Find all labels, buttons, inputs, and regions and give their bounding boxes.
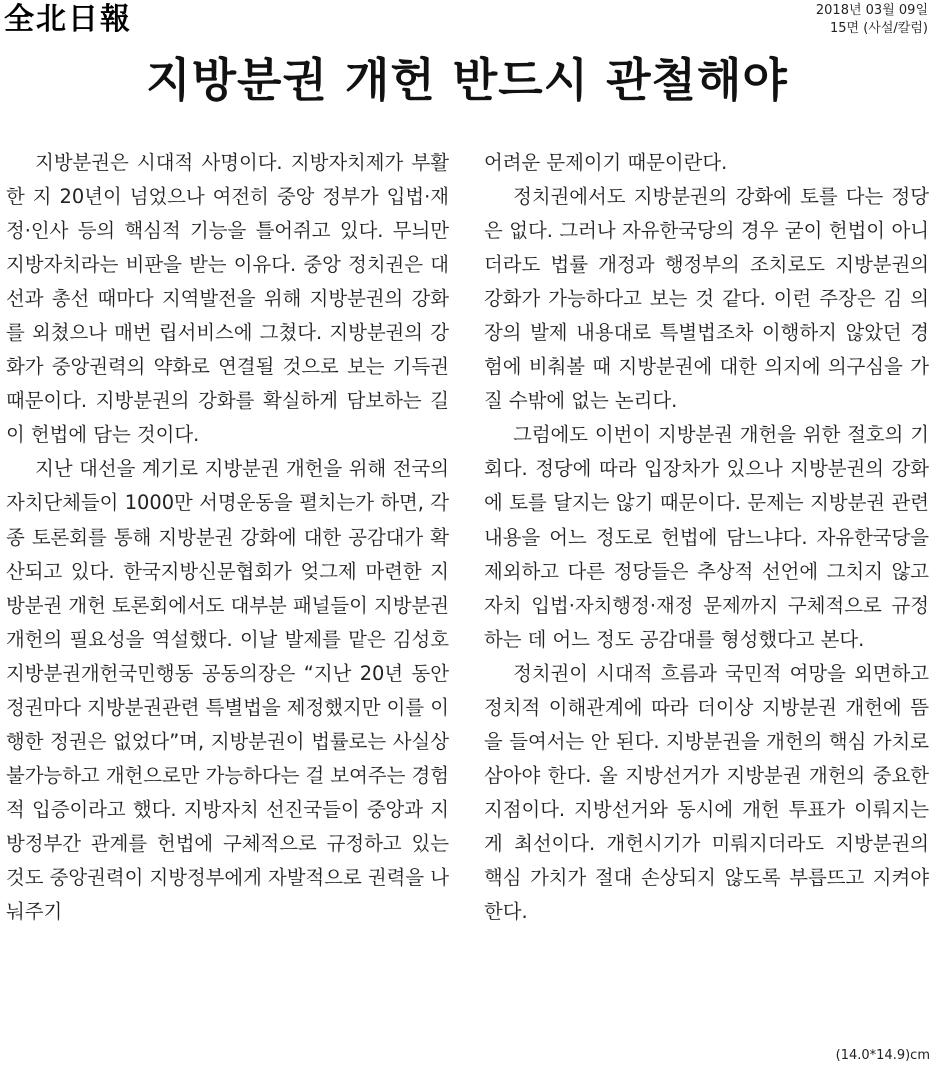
body-paragraph: 정치권이 시대적 흐름과 국민적 여망을 외면하고 정치적 이해관계에 따라 더이상 지방분권 개헌에 뜸을 들여서는 안 된다. 지방분권을 개헌의 핵심 가치로 삼아야 한다. 올 지방선거가 지방분권 개헌의 중요한 지점이다. 지방선거와 동시에 개헌 투표가 이뤄지는 게 최선이다. 개헌시기가 미뤄지더라도 지방분권의 핵심 가치가 절대 손상되지 않도록 부릅뜨고 지켜야 한다. bbox=[484, 661, 929, 924]
body-paragraph: 정치권에서도 지방분권의 강화에 토를 다는 정당은 없다. 그러나 자유한국당의 경우 굳이 헌법이 아니더라도 법률 개정과 행정부의 조치로도 지방분권의 강화가 가능하다고 보는 것 같다. 이런 주장은 김 의장의 발제 내용대로 특별법조차 이행하지 않았던 경험에 비춰볼 때 지방분권에 대한 의지에 의구심을 가질 수밖에 없는 논리다. bbox=[484, 185, 929, 413]
body-paragraph: 지난 대선을 계기로 지방분권 개헌을 위해 전국의 자치단체들이 1000만 서명운동을 펼치는가 하면, 각종 토론회를 통해 지방분권 강화에 대한 공감대가 확산되고 있다. 한국지방신문협회가 엊그제 마련한 지방분권 개헌 토론회에서도 대부분 패널들이 지방분권 개헌의 필요성을 역설했다. 이날 발제를 맡은 김성호 지방분권개헌국민행동 공동의장은 “지난 20년 동안 정권마다 지방분권관련 특별법을 제정했지만 이를 이행한 정권은 없었다”며, 지방분권이 법률로는 사실상 불가능하고 개헌으로만 가능하다는 걸 보여주는 경험적 입증이라고 했다. 지방자치 선진국들이 중앙과 지방정부간 관계를 헌법에 구체적으로 규정하고 있는 것도 중앙권력이 지방정부에게 자발적으로 권력을 나눠주기 bbox=[6, 457, 449, 924]
publication-meta bbox=[816, 2, 928, 38]
body-paragraph: 지방분권은 시대적 사명이다. 지방자치제가 부활한 지 20년이 넘었으나 여전히 중앙 정부가 입법·재정·인사 등의 핵심적 기능을 틀어쥐고 있다. 무늬만 지방자치라는 비판을 받는 이유다. 중앙 정치권은 대선과 총선 때마다 지역발전을 위해 지방분권의 강화를 외쳤으나 매번 립서비스에 그쳤다. 지방분권의 강화가 중앙권력의 약화로 연결될 것으로 보는 기득권 때문이다. 지방분권의 강화를 확실하게 담보하는 길이 헌법에 담는 것이다. bbox=[6, 151, 449, 447]
article-column-left bbox=[6, 146, 449, 929]
editorial-headline: 지방분권 개헌 반드시 관철해야 bbox=[146, 53, 788, 107]
newspaper-masthead: 全北日報 bbox=[4, 2, 132, 37]
clipping-size-note: (14.0*14.9)cm bbox=[835, 1048, 930, 1063]
body-paragraph: 그럼에도 이번이 지방분권 개헌을 위한 절호의 기회다. 정당에 따라 입장차가 있으나 지방분권의 강화에 토를 달지는 않기 때문이다. 문제는 지방분권 관련 내용을 어느 정도로 헌법에 담느냐다. 자유한국당을 제외하고 다른 정당들은 추상적 선언에 그치지 않고 자치 입법·자치행정·재정 문제까지 구체적으로 규정하는 데 어느 정도 공감대를 형성했다고 본다. bbox=[484, 423, 929, 651]
page-section: 15면 (사설/칼럼) bbox=[830, 21, 928, 36]
body-paragraph-continuation: 어려운 문제이기 때문이란다. bbox=[484, 151, 728, 174]
publication-date: 2018년 03월 09일 bbox=[815, 3, 928, 18]
article-column-right bbox=[484, 146, 929, 929]
